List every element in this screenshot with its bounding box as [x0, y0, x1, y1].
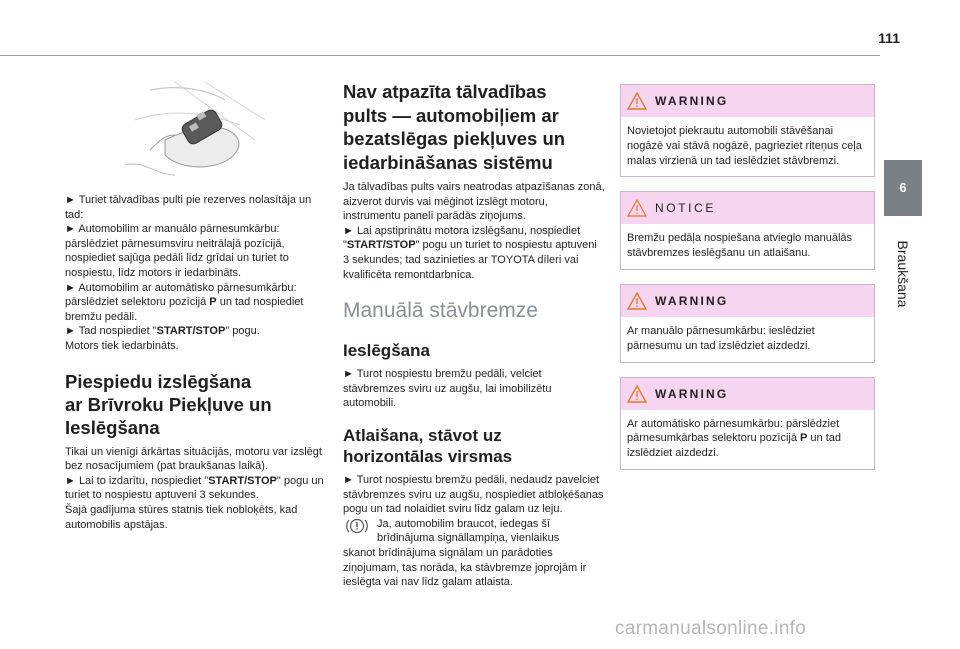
warning-triangle-icon: [627, 91, 647, 111]
notice-triangle-icon: [627, 198, 647, 218]
column-2: [343, 80, 605, 590]
start-instructions: ► Turiet tālvadības pulti pie rezerves nolasītāja un tad: ► Automobilim ar manuālo pārnesumkārbu: pārslēdziet pārnesumsviru neitrālajā pozīcijā, nospiediet sajūga pedāli līdz grīdai un turiet to nospiestu, līdz motors ir iedarbināts. ► Automobilim ar automātisko pārnesumkārbu: pārslēdziet selektoru pozīcijā P un tad nospiediet bremžu pedāli. ► Tad nospiediet "START/STOP" pogu. Motors tiek iedarbināts.: [65, 194, 312, 352]
warning-box-3: [620, 377, 875, 470]
release-text: ► Turot nospiestu bremžu pedāli, nedaudz pavelciet stāvbremzes sviru uz augšu, nospiediet atbloķēšanas pogu un tad nolaidiet sviru līdz galam uz leju.: [343, 473, 604, 516]
warning-header: WARNING: [621, 378, 874, 410]
brake-lamp-note: Ja, automobilim braucot, iedegas šī brīdinājuma signāllampiņa, vienlaikus: [343, 517, 605, 546]
key-fob-hand-illustration: [105, 80, 270, 178]
watermark: carmanualsonline.info: [615, 618, 807, 639]
warning-text: Novietojot piekrautu automobili stāvēšanai nogāzē vai stāvā nogāzē, pagrieziet riteņus ceļa malas virzienā un tad ieslēdziet stāvbremzi.: [621, 117, 874, 176]
release-heading: Atlaišana, stāvot uz horizontālas virsmas: [343, 425, 513, 466]
forced-stop-heading: Piespiedu izslēgšana ar Brīvroku Piekļuve un Ieslēgšana: [65, 370, 272, 438]
brake-lamp-note-rest: skanot brīdinājuma signālam un parādoties ziņojumam, tas norāda, ka stāvbremze joprojām ir ieslēgta vai nav līdz galam atlaista.: [343, 546, 587, 589]
remote-not-detected-heading: Nav atpazīta tālvadības pults — automobiļiem ar bezatslēgas piekļuves un iedarbināšanas sistēmu: [343, 81, 566, 173]
forced-stop-text: Tikai un vienīgi ārkārtas situācijās, motoru var izslēgt bez nosacījumiem (pat braukšanas laikā). ► Lai to izdarītu, nospiediet "START/STOP" pogu un turiet to nospiestu aptuveni 3 sekundes. Šajā gadījuma stūres statnis tiek nobloķēts, kad automobilis apstājas.: [65, 445, 324, 531]
notice-header: NOTICE: [621, 192, 874, 224]
column-3: [620, 84, 875, 470]
warning-box-2: [620, 284, 875, 363]
header-rule: [0, 55, 880, 56]
chapter-tab[interactable]: 6: [884, 160, 922, 216]
engage-heading: Ieslēgšana: [343, 341, 430, 361]
warning-box-1: [620, 84, 875, 177]
warning-triangle-icon: [627, 291, 647, 311]
engage-text: ► Turot nospiestu bremžu pedāli, velciet stāvbremzes sviru uz augšu, lai imobilizētu automobili.: [343, 368, 552, 410]
warning-header: WARNING: [621, 285, 874, 317]
warning-triangle-icon: [627, 384, 647, 404]
column-1: [65, 80, 327, 532]
warning-header: WARNING: [621, 85, 874, 117]
notice-text: Bremžu pedāļa nospiešana atvieglo manuālās stāvbremzes ieslēgšanu un atlaišanu.: [621, 224, 874, 269]
remote-not-detected-text: Ja tālvadības pults vairs neatrodas atpazīšanas zonā, aizverot durvis vai mēģinot izslēgt motoru, instrumentu panelī parādās ziņojums. ► Lai apstiprinātu motora izslēgšanu, nospiediet "START/STOP" pogu un turiet to nospiestu aptuveni 3 sekundes; tad sazinieties ar TOYOTA dīleri vai kvalificēta remontdarbnīca.: [343, 181, 605, 281]
notice-box: [620, 191, 875, 270]
warning-text: Ar automātisko pārnesumkārbu: pārslēdziet pārnesumkārbas selektoru pozīcijā P un tad izslēdziet aizdedzi.: [621, 410, 874, 469]
page-number: 111: [878, 30, 900, 46]
brake-warning-lamp-icon: [343, 517, 371, 535]
manual-parking-brake-title: Manuālā stāvbremze: [343, 299, 538, 323]
warning-text: Ar manuālo pārnesumkārbu: ieslēdziet pārnesumu un tad izslēdziet aizdedzi.: [621, 317, 874, 362]
chapter-label: Braukšana: [895, 240, 911, 308]
